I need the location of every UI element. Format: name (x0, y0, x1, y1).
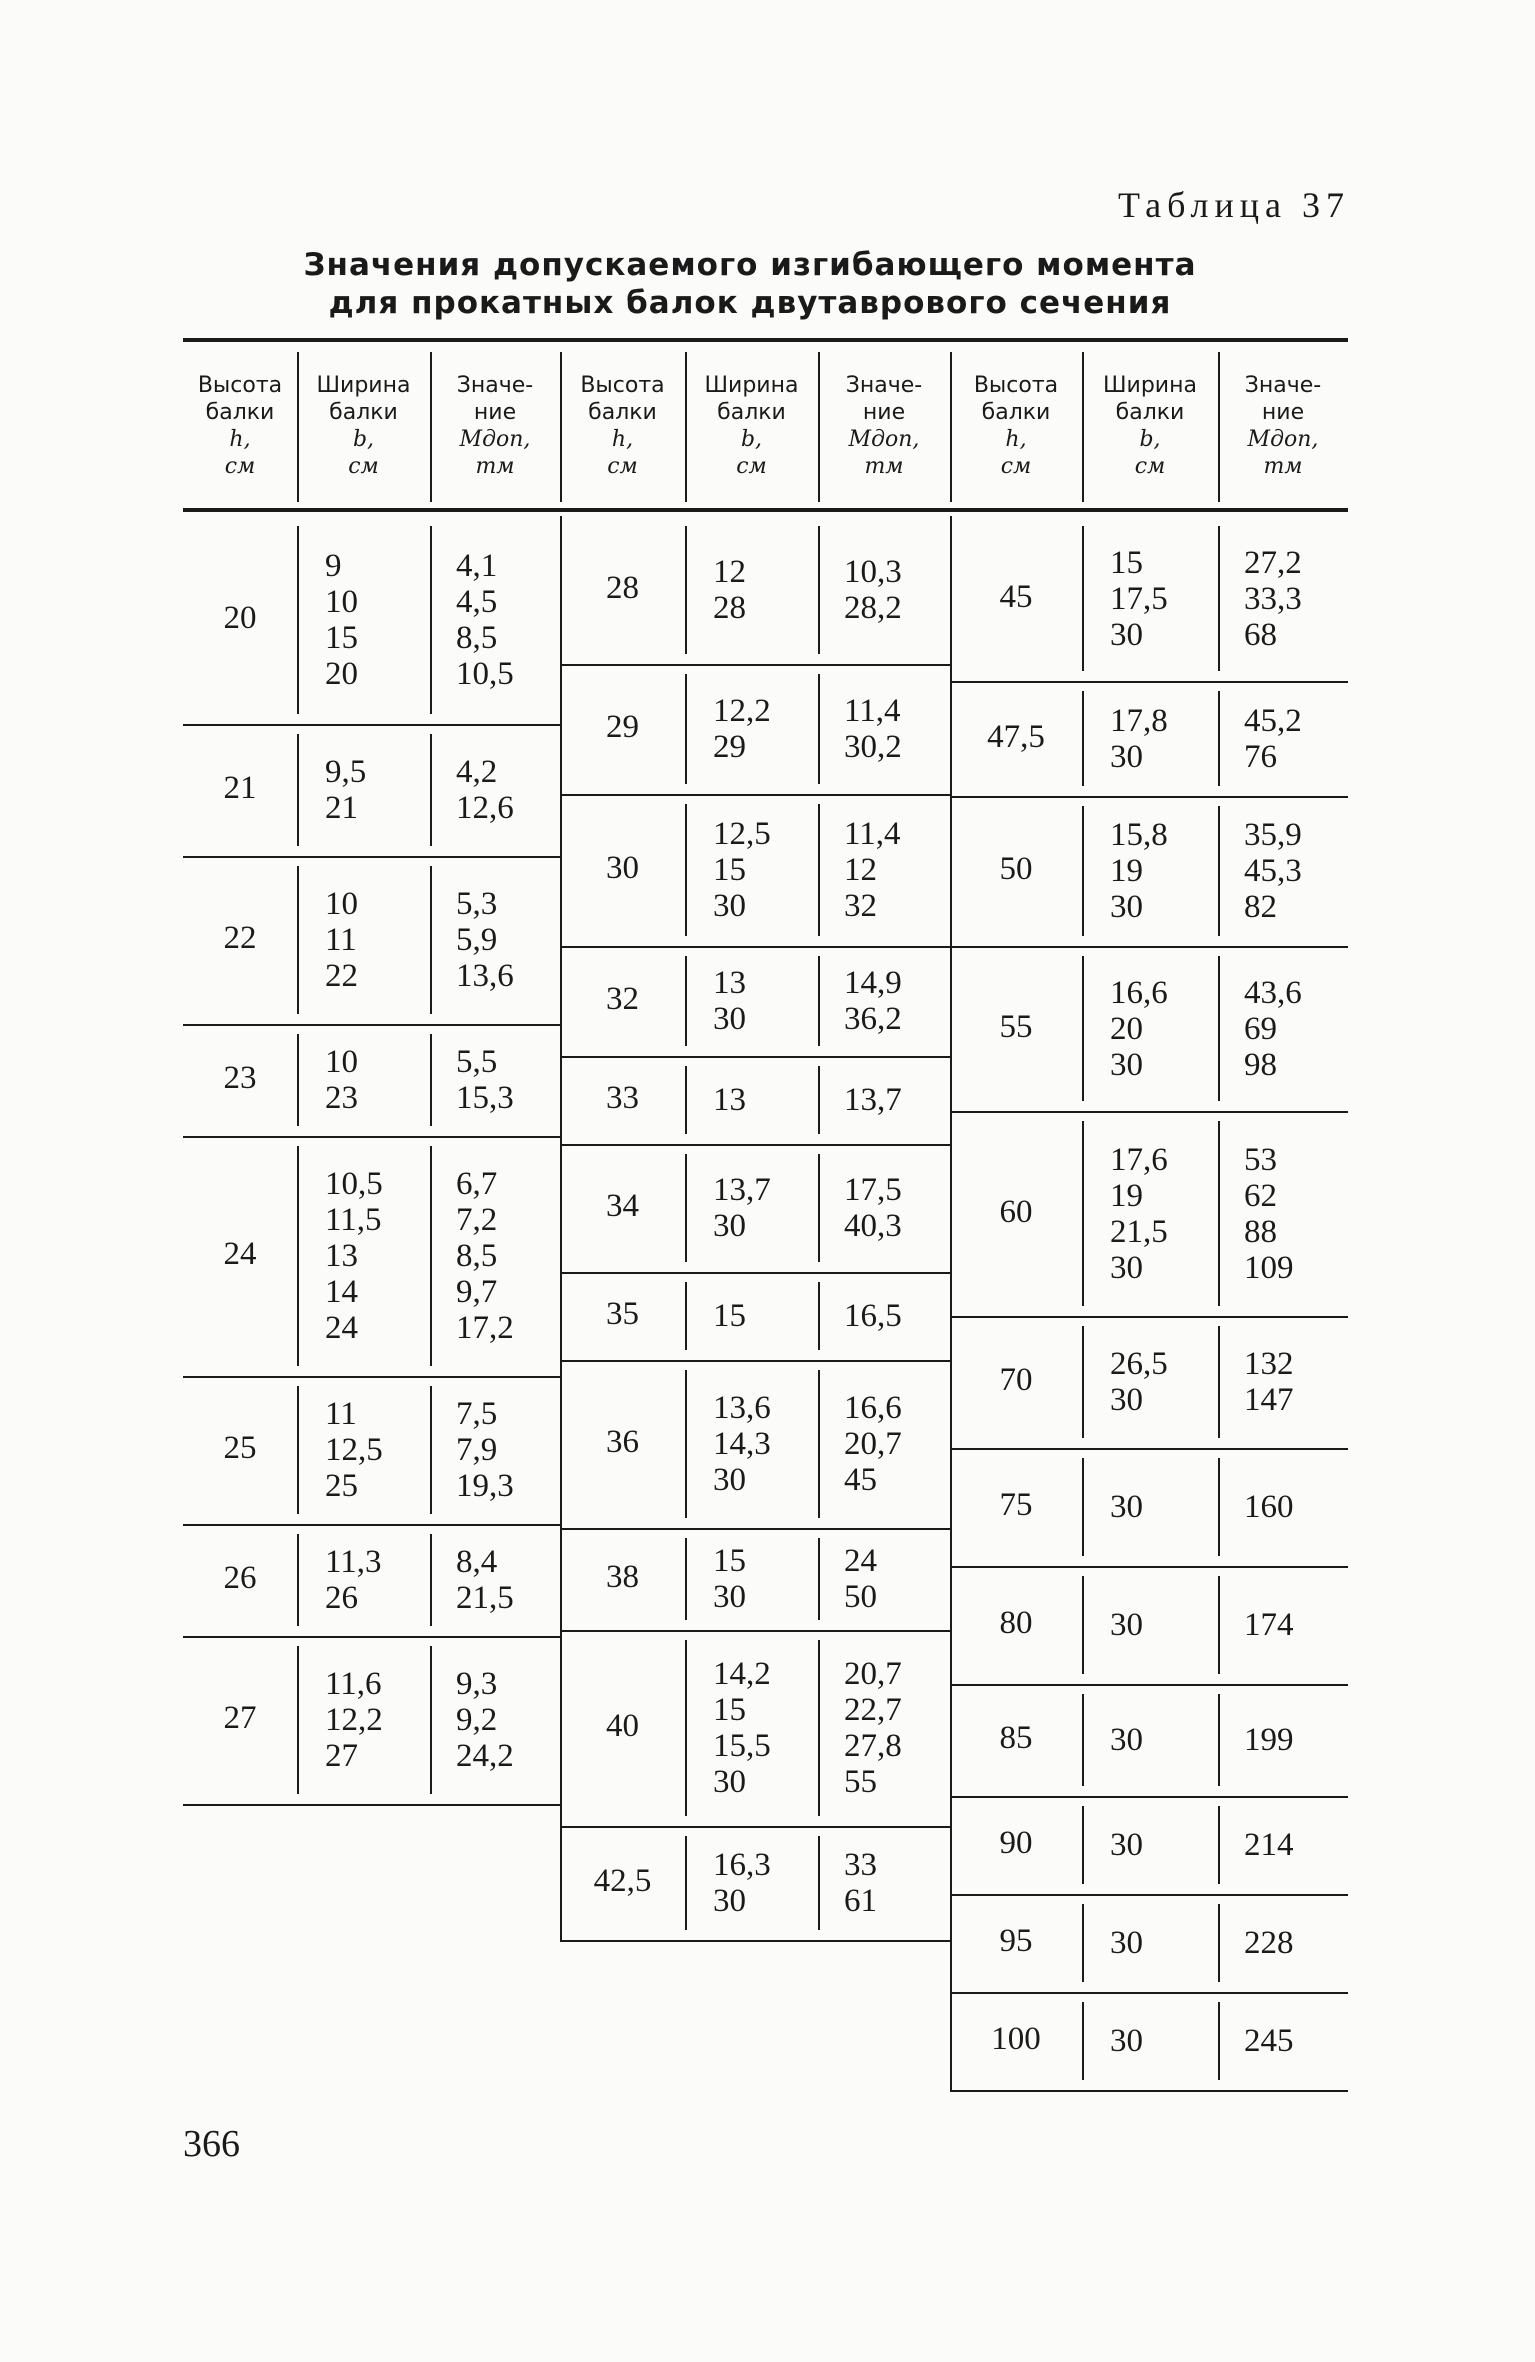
row-width-values: 30 (1110, 1722, 1143, 1758)
cell-separator (818, 804, 820, 936)
header-height-1 (183, 372, 297, 480)
cell-separator (818, 1640, 820, 1816)
header-line: балки (205, 400, 275, 425)
cell-separator (685, 1066, 687, 1134)
row-divider (183, 1636, 560, 1638)
row-moment-values: 33 61 (844, 1847, 877, 1919)
cell-separator (1082, 1904, 1084, 1982)
row-moment-values: 17,5 40,3 (844, 1172, 902, 1244)
row-width-values: 12 28 (713, 554, 746, 626)
row-width-values: 16,3 30 (713, 1847, 771, 1919)
row-divider (183, 856, 560, 858)
row-moment-values: 43,6 69 98 (1244, 974, 1302, 1083)
header-line: см (607, 454, 638, 479)
cell-separator (818, 1282, 820, 1350)
row-width-values: 13,6 14,3 30 (713, 1390, 771, 1498)
row-width-values: 13 (713, 1082, 746, 1118)
cell-separator (1218, 1904, 1220, 1982)
row-moment-values: 11,4 30,2 (844, 693, 902, 765)
row-width-values: 16,6 20 30 (1110, 974, 1168, 1083)
row-height-value: 80 (999, 1605, 1033, 1641)
row-divider (183, 724, 560, 726)
cell-separator (1082, 2002, 1084, 2080)
row-divider (560, 1272, 950, 1274)
row-divider (560, 1826, 950, 1828)
row-divider (950, 1992, 1348, 1994)
row-height-value: 55 (999, 1008, 1033, 1045)
row-moment-values: 160 (1244, 1489, 1294, 1525)
header-line: балки (717, 400, 786, 425)
cell-separator (430, 1386, 432, 1514)
cell-separator (430, 866, 432, 1014)
row-width-values: 9 10 15 20 (325, 548, 358, 692)
cell-separator (297, 1534, 299, 1626)
header-line: b, (740, 427, 763, 452)
row-width-values: 12,2 29 (713, 693, 771, 765)
row-moment-values: 27,2 33,3 68 (1244, 544, 1302, 653)
row-moment-values: 8,4 21,5 (456, 1544, 514, 1616)
row-width-values: 15,8 19 30 (1110, 817, 1168, 925)
cell-separator (818, 1538, 820, 1620)
cell-separator (1082, 691, 1084, 786)
header-line: см (736, 454, 767, 479)
row-moment-values: 132 147 (1244, 1346, 1294, 1418)
row-divider (183, 1524, 560, 1526)
cell-separator (1082, 1806, 1084, 1884)
cell-separator (430, 1034, 432, 1126)
row-height-value: 100 (991, 2021, 1041, 2057)
header-bottom-rule (183, 508, 1348, 512)
row-moment-values: 20,7 22,7 27,8 55 (844, 1656, 902, 1800)
row-moment-values: 16,5 (844, 1298, 902, 1334)
row-height-value: 45 (999, 578, 1033, 615)
cell-separator (818, 1066, 820, 1134)
row-width-values: 10 11 22 (325, 886, 358, 994)
row-height-value: 33 (606, 1080, 639, 1116)
row-divider (950, 1316, 1348, 1318)
row-moment-values: 10,3 28,2 (844, 554, 902, 626)
row-divider (560, 1056, 950, 1058)
cell-separator (685, 1836, 687, 1930)
row-moment-values: 24 50 (844, 1543, 877, 1615)
row-height-value: 35 (606, 1296, 639, 1332)
header-line: b, (352, 427, 375, 452)
row-width-values: 11,6 12,2 27 (325, 1666, 383, 1774)
row-height-value: 25 (223, 1430, 257, 1466)
row-divider (950, 681, 1348, 683)
row-moment-values: 245 (1244, 2023, 1294, 2059)
row-divider (950, 2090, 1348, 2092)
row-width-values: 9,5 21 (325, 754, 367, 826)
row-divider (950, 1684, 1348, 1686)
row-width-values: 17,6 19 21,5 30 (1110, 1141, 1168, 1286)
row-height-value: 32 (606, 981, 639, 1017)
row-width-values: 15 17,5 30 (1110, 544, 1168, 653)
cell-separator (685, 1640, 687, 1816)
cell-separator (685, 1282, 687, 1350)
row-moment-values: 5,3 5,9 13,6 (456, 886, 514, 994)
header-value-3 (1218, 372, 1348, 480)
cell-separator (1218, 956, 1220, 1101)
row-divider (183, 1024, 560, 1026)
row-moment-values: 14,9 36,2 (844, 965, 902, 1037)
row-height-value: 75 (999, 1487, 1033, 1523)
header-separator (430, 352, 432, 502)
row-divider (950, 1448, 1348, 1450)
row-width-values: 30 (1110, 2023, 1143, 2059)
header-line: h, (229, 427, 251, 452)
header-line: см (1000, 454, 1032, 479)
row-width-values: 30 (1110, 1827, 1143, 1863)
cell-separator (685, 1154, 687, 1262)
row-divider (560, 1630, 950, 1632)
header-line: тм (475, 454, 515, 479)
row-height-value: 40 (606, 1708, 639, 1744)
row-moment-values: 4,2 12,6 (456, 754, 514, 826)
row-width-values: 30 (1110, 1607, 1143, 1643)
cell-separator (430, 1646, 432, 1794)
row-moment-values: 214 (1244, 1827, 1294, 1863)
header-line: Значе- (845, 373, 923, 398)
row-moment-values: 53 62 88 109 (1244, 1141, 1294, 1286)
cell-separator (1082, 1121, 1084, 1306)
row-moment-values: 6,7 7,2 8,5 9,7 17,2 (456, 1166, 514, 1346)
row-height-value: 42,5 (593, 1863, 652, 1899)
row-divider (560, 1144, 950, 1146)
cell-separator (1082, 1694, 1084, 1786)
cell-separator (685, 1538, 687, 1620)
row-width-values: 10,5 11,5 13 14 24 (325, 1166, 383, 1346)
header-line: Высота (973, 373, 1059, 398)
cell-separator (818, 956, 820, 1046)
row-moment-values: 7,5 7,9 19,3 (456, 1396, 514, 1504)
row-width-values: 17,8 30 (1110, 702, 1168, 775)
header-line: Ширина (704, 373, 799, 398)
row-height-value: 23 (223, 1060, 257, 1096)
row-width-values: 26,5 30 (1110, 1346, 1168, 1418)
row-height-value: 24 (223, 1236, 257, 1272)
cell-separator (297, 526, 299, 714)
row-height-value: 30 (606, 850, 639, 886)
header-width-2 (685, 372, 818, 480)
row-moment-values: 35,9 45,3 82 (1244, 817, 1302, 925)
header-line: ние (1261, 400, 1305, 425)
header-line: балки (981, 400, 1051, 425)
row-height-value: 34 (606, 1188, 639, 1224)
cell-separator (685, 804, 687, 936)
row-moment-values: 228 (1244, 1925, 1294, 1961)
header-separator (1218, 352, 1220, 502)
row-width-values: 14,2 15 15,5 30 (713, 1656, 771, 1800)
row-divider (560, 946, 950, 948)
cell-separator (430, 1146, 432, 1366)
row-moment-values: 174 (1244, 1607, 1294, 1643)
row-height-value: 85 (999, 1720, 1033, 1756)
cell-separator (297, 866, 299, 1014)
row-height-value: 27 (223, 1700, 257, 1736)
cell-separator (1082, 806, 1084, 936)
row-height-value: 70 (999, 1362, 1033, 1398)
header-line: Значе- (1244, 373, 1322, 398)
group-separator (560, 516, 562, 1940)
row-height-value: 29 (606, 709, 639, 745)
row-height-value: 50 (999, 851, 1033, 887)
header-line: балки (588, 400, 657, 425)
header-line: балки (329, 400, 398, 425)
row-divider (560, 794, 950, 796)
cell-separator (1082, 1576, 1084, 1674)
row-divider (560, 664, 950, 666)
cell-separator (430, 734, 432, 846)
row-height-value: 26 (223, 1560, 257, 1596)
header-width-1 (297, 372, 430, 480)
table-label: Таблица 37 (1118, 185, 1350, 225)
row-width-values: 15 (713, 1298, 746, 1334)
header-height-2 (560, 372, 685, 480)
header-line: Ширина (1103, 373, 1197, 398)
header-value-1 (430, 372, 560, 480)
header-value-2 (818, 372, 950, 480)
cell-separator (818, 526, 820, 654)
row-moment-values: 16,6 20,7 45 (844, 1390, 902, 1498)
cell-separator (685, 1370, 687, 1518)
page-title-line-2: для прокатных балок двутаврового сечения (328, 285, 1172, 321)
row-height-value: 90 (999, 1825, 1033, 1861)
row-height-value: 38 (606, 1559, 639, 1595)
row-divider (560, 1940, 950, 1942)
row-divider (950, 796, 1348, 798)
header-line: см (348, 454, 379, 479)
header-width-3 (1082, 372, 1218, 480)
cell-separator (1218, 1458, 1220, 1556)
cell-separator (685, 526, 687, 654)
row-divider (950, 1111, 1348, 1113)
row-divider (560, 1528, 950, 1530)
cell-separator (297, 734, 299, 846)
row-height-value: 22 (223, 920, 257, 956)
cell-separator (685, 956, 687, 1046)
row-width-values: 13 30 (713, 965, 746, 1037)
header-separator (818, 352, 820, 502)
row-divider (950, 1796, 1348, 1798)
row-width-values: 13,7 30 (713, 1172, 771, 1244)
cell-separator (297, 1034, 299, 1126)
row-height-value: 28 (606, 570, 639, 606)
row-height-value: 60 (999, 1193, 1033, 1230)
header-line: Высота (197, 373, 283, 398)
row-moment-values: 11,4 12 32 (844, 816, 901, 924)
header-line: Ширина (316, 373, 411, 398)
cell-separator (430, 526, 432, 714)
row-moment-values: 9,3 9,2 24,2 (456, 1666, 514, 1774)
header-line: h, (1005, 427, 1027, 452)
header-line: балки (1115, 400, 1185, 425)
row-height-value: 95 (999, 1923, 1033, 1959)
cell-separator (818, 1154, 820, 1262)
row-height-value: 20 (223, 600, 257, 636)
cell-separator (1218, 691, 1220, 786)
row-divider (950, 1566, 1348, 1568)
cell-separator (1218, 806, 1220, 936)
cell-separator (1218, 1806, 1220, 1884)
row-divider (950, 1894, 1348, 1896)
group-separator (950, 352, 952, 502)
cell-separator (430, 1534, 432, 1626)
header-line: см (1134, 454, 1166, 479)
row-width-values: 10 23 (325, 1044, 358, 1116)
cell-separator (1218, 1121, 1220, 1306)
row-moment-values: 45,2 76 (1244, 702, 1302, 775)
cell-separator (1218, 2002, 1220, 2080)
header-separator (297, 352, 299, 502)
row-width-values: 30 (1110, 1489, 1143, 1525)
row-divider (183, 1376, 560, 1378)
header-line: тм (1263, 454, 1303, 479)
row-moment-values: 13,7 (844, 1082, 902, 1118)
row-width-values: 15 30 (713, 1543, 746, 1615)
header-line: Высота (580, 373, 665, 398)
cell-separator (1218, 1326, 1220, 1438)
row-width-values: 30 (1110, 1925, 1143, 1961)
cell-separator (1082, 1458, 1084, 1556)
row-divider (183, 1804, 560, 1806)
row-width-values: 11 12,5 25 (325, 1396, 383, 1504)
cell-separator (818, 674, 820, 784)
cell-separator (1082, 956, 1084, 1101)
cell-separator (1218, 1694, 1220, 1786)
header-line: см (224, 454, 256, 479)
cell-separator (818, 1370, 820, 1518)
row-height-value: 21 (223, 770, 257, 806)
header-separator (1082, 352, 1084, 502)
header-line: Mдоп, (1247, 427, 1319, 452)
cell-separator (1082, 526, 1084, 671)
header-line: Mдоп, (848, 427, 920, 452)
group-separator (950, 516, 952, 2090)
row-moment-values: 5,5 15,3 (456, 1044, 514, 1116)
page-title (300, 246, 1200, 322)
header-separator (685, 352, 687, 502)
page-title-line-1: Значения допускаемого изгибающего момента (303, 247, 1197, 283)
row-width-values: 11,3 26 (325, 1544, 382, 1616)
cell-separator (1082, 1326, 1084, 1438)
cell-separator (297, 1146, 299, 1366)
group-separator (560, 352, 562, 502)
header-line: b, (1139, 427, 1161, 452)
header-line: ние (862, 400, 906, 425)
row-moment-values: 199 (1244, 1722, 1294, 1758)
header-line: Значе- (456, 373, 534, 398)
header-line: Mдоп, (459, 427, 531, 452)
cell-separator (1218, 1576, 1220, 1674)
header-line: ние (473, 400, 517, 425)
cell-separator (818, 1836, 820, 1930)
row-divider (950, 946, 1348, 948)
cell-separator (297, 1646, 299, 1794)
header-line: тм (864, 454, 904, 479)
row-height-value: 36 (606, 1424, 639, 1460)
row-divider (560, 1360, 950, 1362)
header-line: h, (611, 427, 634, 452)
cell-separator (685, 674, 687, 784)
row-divider (183, 1136, 560, 1138)
table-top-rule (183, 338, 1348, 342)
cell-separator (297, 1386, 299, 1514)
row-moment-values: 4,1 4,5 8,5 10,5 (456, 548, 514, 692)
page-number: 366 (183, 2123, 240, 2165)
cell-separator (1218, 526, 1220, 671)
row-width-values: 12,5 15 30 (713, 816, 771, 924)
row-height-value: 47,5 (987, 718, 1045, 755)
header-height-3 (950, 372, 1082, 480)
